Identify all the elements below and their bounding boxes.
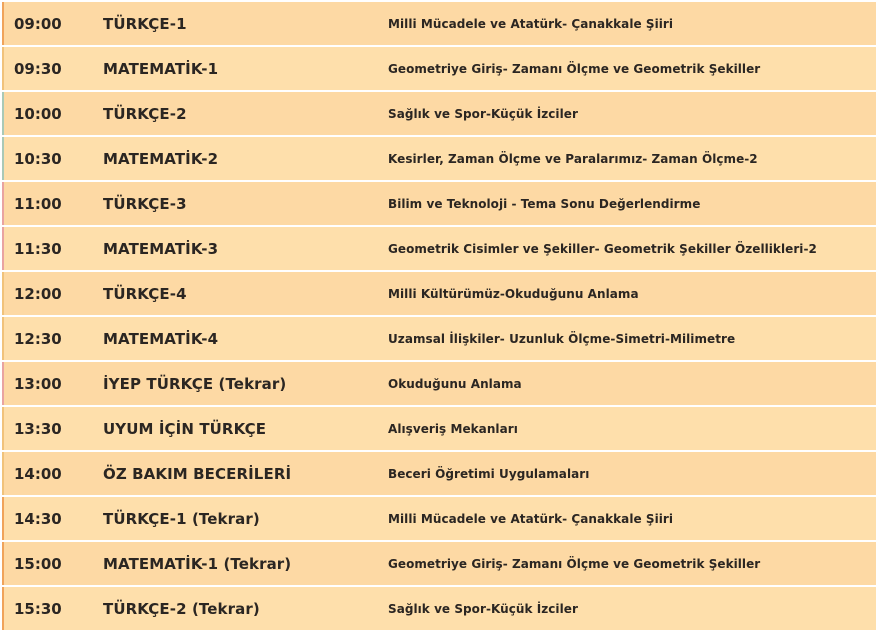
schedule-row <box>2 92 876 135</box>
row-edge-accent <box>2 272 4 315</box>
schedule-row <box>2 362 876 405</box>
row-topic: Milli Mücadele ve Atatürk- Çanakkale Şiiri <box>388 511 674 526</box>
row-topic: Uzamsal İlişkiler- Uzunluk Ölçme-Simetri-Milimetre <box>388 331 736 346</box>
row-lesson: TÜRKÇE-4 <box>103 284 187 303</box>
schedule-row <box>2 137 876 180</box>
schedule-row <box>2 182 876 225</box>
row-topic: Beceri Öğretimi Uygulamaları <box>388 466 590 481</box>
row-lesson: MATEMATİK-2 <box>103 149 219 168</box>
row-lesson: MATEMATİK-1 <box>103 59 219 78</box>
row-lesson: ÖZ BAKIM BECERİLERİ <box>103 464 292 483</box>
schedule-row <box>2 497 876 540</box>
schedule-row <box>2 227 876 270</box>
row-edge-accent <box>2 137 4 180</box>
schedule-row <box>2 452 876 495</box>
schedule-row <box>2 587 876 630</box>
row-topic: Geometriye Giriş- Zamanı Ölçme ve Geometrik Şekiller <box>388 556 761 571</box>
row-edge-accent <box>2 317 4 360</box>
row-lesson: TÜRKÇE-1 (Tekrar) <box>103 509 260 528</box>
schedule-row <box>2 317 876 360</box>
row-edge-accent <box>2 2 4 45</box>
schedule-row <box>2 542 876 585</box>
row-edge-accent <box>2 182 4 225</box>
row-lesson: TÜRKÇE-2 (Tekrar) <box>103 599 260 618</box>
schedule-row <box>2 47 876 90</box>
row-edge-accent <box>2 227 4 270</box>
row-topic: Geometriye Giriş- Zamanı Ölçme ve Geometrik Şekiller <box>388 61 761 76</box>
row-time: 13:30 <box>14 419 62 438</box>
row-time: 15:00 <box>14 554 62 573</box>
row-time: 10:30 <box>14 149 62 168</box>
row-edge-accent <box>2 47 4 90</box>
row-edge-accent <box>2 452 4 495</box>
row-time: 14:00 <box>14 464 62 483</box>
row-edge-accent <box>2 497 4 540</box>
schedule-row <box>2 2 876 45</box>
row-edge-accent <box>2 362 4 405</box>
row-edge-accent <box>2 92 4 135</box>
row-lesson: UYUM İÇİN TÜRKÇE <box>103 419 267 438</box>
row-time: 09:30 <box>14 59 62 78</box>
row-edge-accent <box>2 587 4 630</box>
row-topic: Milli Mücadele ve Atatürk- Çanakkale Şiiri <box>388 16 674 31</box>
row-time: 11:00 <box>14 194 62 213</box>
row-edge-accent <box>2 407 4 450</box>
row-time: 11:30 <box>14 239 62 258</box>
row-topic: Alışveriş Mekanları <box>388 421 518 436</box>
row-time: 10:00 <box>14 104 62 123</box>
row-lesson: MATEMATİK-4 <box>103 329 219 348</box>
row-lesson: TÜRKÇE-1 <box>103 14 187 33</box>
row-lesson: TÜRKÇE-3 <box>103 194 187 213</box>
row-lesson: MATEMATİK-1 (Tekrar) <box>103 554 292 573</box>
row-time: 14:30 <box>14 509 62 528</box>
row-lesson: TÜRKÇE-2 <box>103 104 187 123</box>
row-topic: Bilim ve Teknoloji - Tema Sonu Değerlendirme <box>388 196 701 211</box>
row-topic: Milli Kültürümüz-Okuduğunu Anlama <box>388 286 639 301</box>
schedule-row <box>2 272 876 315</box>
row-lesson: İYEP TÜRKÇE (Tekrar) <box>103 374 287 393</box>
row-time: 15:30 <box>14 599 62 618</box>
row-topic: Sağlık ve Spor-Küçük İzciler <box>388 106 578 121</box>
row-edge-accent <box>2 542 4 585</box>
row-time: 12:00 <box>14 284 62 303</box>
row-topic: Geometrik Cisimler ve Şekiller- Geometrik Şekiller Özellikleri-2 <box>388 241 817 256</box>
row-time: 12:30 <box>14 329 62 348</box>
row-topic: Okuduğunu Anlama <box>388 376 522 391</box>
row-topic: Sağlık ve Spor-Küçük İzciler <box>388 601 578 616</box>
row-topic: Kesirler, Zaman Ölçme ve Paralarımız- Zaman Ölçme-2 <box>388 151 758 166</box>
row-lesson: MATEMATİK-3 <box>103 239 219 258</box>
schedule-row <box>2 407 876 450</box>
row-time: 13:00 <box>14 374 62 393</box>
row-time: 09:00 <box>14 14 62 33</box>
